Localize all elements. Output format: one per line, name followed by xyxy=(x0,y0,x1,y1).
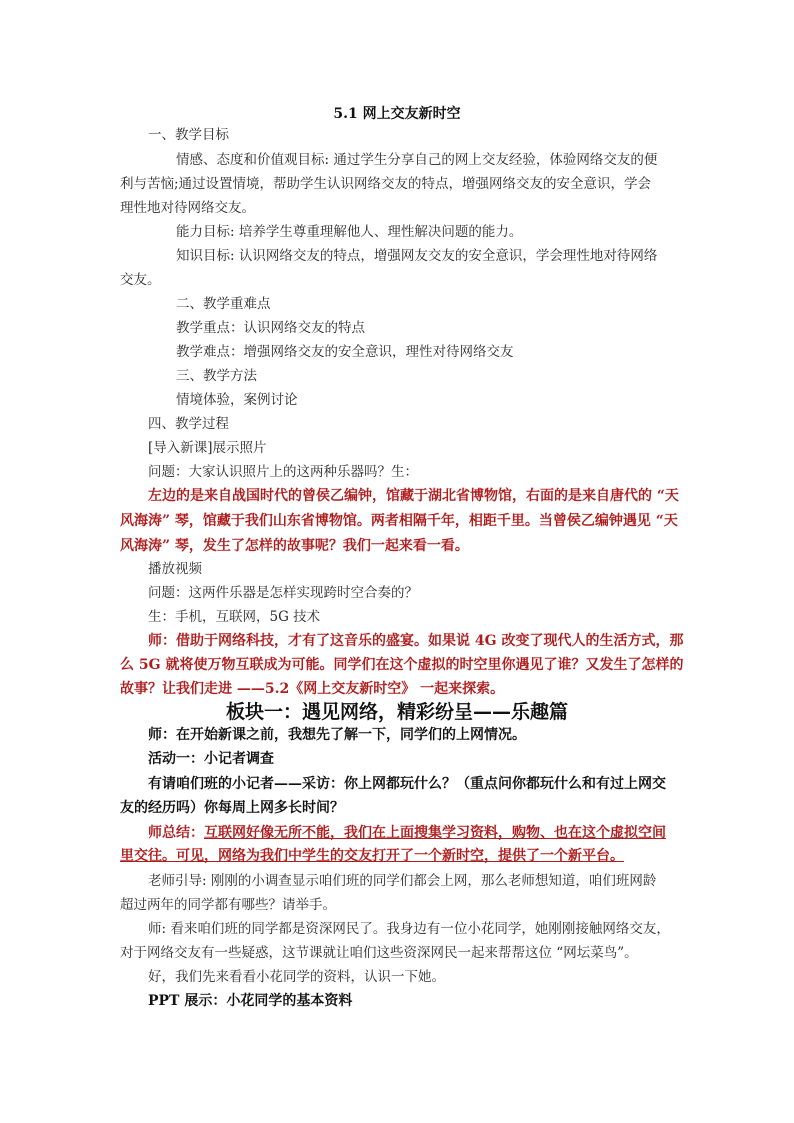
paragraph-line: 播放视频 xyxy=(148,561,202,577)
paragraph-line: 情境体验，案例讨论 xyxy=(176,392,298,408)
page-title: 5.1 网上交友新时空 xyxy=(333,106,461,122)
paragraph-line: 友的经历吗）你每周上网多长时间？ xyxy=(120,800,344,816)
paragraph-line: 老师引导: 刚刚的小调查显示咱们班的同学们都会上网，那么老师想知道，咱们班网龄 xyxy=(148,873,657,889)
paragraph-line: 理性地对待网络交友。 xyxy=(120,200,255,216)
paragraph-line: 师：在开始新课之前，我想先了解一下，同学们的上网情况。 xyxy=(148,727,526,743)
paragraph-line: [导入新课]展示照片 xyxy=(148,440,267,456)
section-heading-goals: 一、教学目标 xyxy=(148,127,229,143)
summary-line xyxy=(148,824,666,842)
paragraph-line: 问题：这两件乐器是怎样实现跨时空合奏的？ xyxy=(148,585,418,601)
highlight-line: 故事？让我们走进 ——5.2《网上交友新时空》 一起来探索。 xyxy=(120,681,505,697)
highlight-line: 师：借助于网络科技，才有了这音乐的盛宴。如果说 4G 改变了现代人的生活方式，那 xyxy=(148,633,684,649)
paragraph-line: 生：手机，互联网，5G 技术 xyxy=(148,609,321,625)
section-heading-keypoints: 二、教学重难点 xyxy=(176,296,271,312)
paragraph-line: 问题：大家认识照片上的这两种乐器吗？生： xyxy=(148,464,418,480)
paragraph-line: 利与苦恼;通过设置情境，帮助学生认识网络交友的特点，增强网络交友的安全意识，学会 xyxy=(120,176,652,192)
paragraph-line: 好，我们先来看看小花同学的资料，认识一下她。 xyxy=(148,969,445,985)
paragraph-line: 师: 看来咱们班的同学都是资深网民了。我身边有一位小花同学，她刚刚接触网络交友， xyxy=(148,921,670,937)
highlight-line: 么 5G 就将使万物互联成为可能。同学们在这个虚拟的时空里你遇见了谁？又发生了怎样的 xyxy=(120,657,684,673)
paragraph-line: 对于网络交友有一些疑惑，这节课就让咱们这些资深网民一起来帮帮这位 “网坛菜鸟”。 xyxy=(120,945,638,961)
activity-heading: 活动一：小记者调查 xyxy=(148,751,274,767)
block-heading: 板块一：遇见网络，精彩纷呈——乐趣篇 xyxy=(225,701,568,723)
highlight-line: 风海涛” 琴，发生了怎样的故事呢？我们一起来看一看。 xyxy=(120,538,469,554)
section-heading-process: 四、教学过程 xyxy=(148,416,229,432)
summary-text: 互联网好像无所不能，我们在上面搜集学习资料，购物、也在这个虚拟空间 xyxy=(204,825,666,841)
highlight-line: 风海涛” 琴，馆藏于我们山东省博物馆。两者相隔千年，相距千里。当曾侯乙编钟遇见 “天 xyxy=(120,513,678,529)
paragraph-line: 教学难点：增强网络交友的安全意识，理性对待网络交友 xyxy=(176,344,514,360)
paragraph-line: 有请咱们班的小记者——采访：你上网都玩什么？（重点问你都玩什么和有过上网交 xyxy=(148,776,666,792)
paragraph-line: 教学重点：认识网络交友的特点 xyxy=(176,320,365,336)
paragraph-line: PPT 展示：小花同学的基本资料 xyxy=(148,993,353,1009)
section-heading-method: 三、教学方法 xyxy=(176,368,257,384)
paragraph-line: 交友。 xyxy=(120,272,161,288)
highlight-line: 左边的是来自战国时代的曾侯乙编钟，馆藏于湖北省博物馆，右面的是来自唐代的 “天 xyxy=(148,488,679,504)
summary-line: 里交往。可见，网络为我们中学生的交友打开了一个新时空，提供了一个新平台。 xyxy=(120,848,624,864)
summary-label: 师总结： xyxy=(148,825,204,841)
paragraph-line: 超过两年的同学都有哪些？请举手。 xyxy=(120,897,336,913)
paragraph-line: 能力目标: 培养学生尊重理解他人、理性解决问题的能力。 xyxy=(176,224,523,240)
paragraph-line: 知识目标: 认识网络交友的特点，增强网友交友的安全意识，学会理性地对待网络 xyxy=(176,248,658,264)
paragraph-line: 情感、态度和价值观目标: 通过学生分享自己的网上交友经验，体验网络交友的便 xyxy=(176,152,658,168)
